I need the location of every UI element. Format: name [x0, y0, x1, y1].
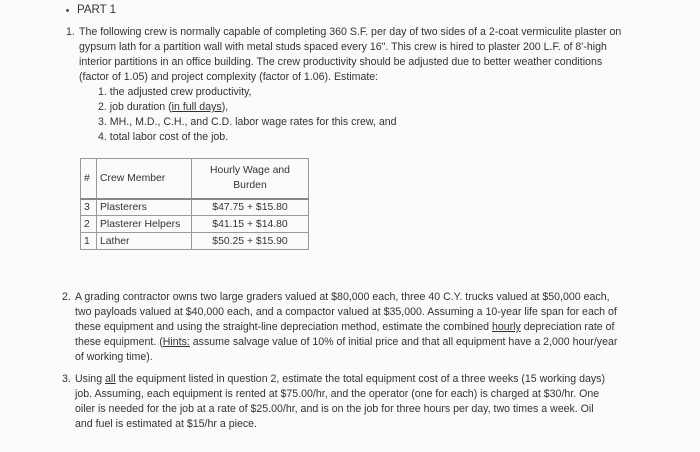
q1-task-2-post: ), — [221, 101, 229, 113]
q2-line-1: A grading contractor owns two large graders valued at $80,000 each, three 40 C.Y. trucks valued at $50,000 each, — [75, 291, 610, 303]
question-2 — [62, 290, 642, 365]
q2-line-4-post: assume salvage value of 10% of initial price and that all equipment have a 2,000 hour/year — [189, 336, 618, 348]
question-3-number: 3. — [62, 373, 71, 385]
row-number: 1 — [81, 233, 97, 250]
header-hourly-wage — [192, 159, 309, 199]
crew-table — [80, 158, 309, 250]
q1-task-4 — [98, 130, 626, 145]
q1-task-1-text: 1. the adjusted crew productivity, — [98, 86, 252, 98]
q3-line-4: and fuel is estimated at $15/hr a piece. — [75, 418, 257, 430]
question-2-number: 2. — [62, 291, 71, 303]
question-1-number: 1. — [66, 26, 75, 38]
q1-task-3-text: 3. MH., M.D., C.H., and C.D. labor wage rates for this crew, and — [98, 116, 397, 128]
q3-line-1-post: the equipment listed in question 2, estimate the total equipment cost of a three weeks (15 working days) — [115, 373, 605, 385]
row-member: Plasterer Helpers — [97, 216, 192, 233]
q2-line-3 — [75, 320, 642, 335]
q2-line-4 — [75, 335, 642, 350]
table-row — [81, 216, 309, 233]
row-wage: $41.15 + $14.80 — [192, 216, 309, 233]
q3-line-1-pre: Using — [75, 373, 106, 385]
q3-line-2: job. Assuming, each equipment is rented at $75.00/hr, and the operator (one for each) is charged at $30/hr. One — [75, 388, 600, 400]
q2-line-3-pre: these equipment and using the straight-line depreciation method, estimate the combined — [75, 321, 492, 333]
q2-line-4-underlined: Hints: — [162, 336, 190, 348]
q1-task-4-text: 4. total labor cost of the job. — [98, 131, 229, 143]
q3-line-1 — [75, 372, 642, 387]
q2-line-4-pre: these equipment. ( — [75, 336, 163, 348]
header-number: # — [81, 159, 97, 199]
header-wage-line-2: Burden — [233, 180, 267, 192]
bullet-icon — [66, 9, 69, 12]
q1-line-4: (factor of 1.05) and project complexity (factor of 1.06). Estimate: — [79, 71, 379, 83]
row-member: Plasterers — [97, 199, 192, 216]
q1-task-1 — [98, 85, 626, 100]
header-crew-member: Crew Member — [97, 159, 192, 199]
q2-line-3-post: depreciation rate of — [520, 321, 615, 333]
crew-table-header — [81, 159, 309, 199]
q2-line-2: two payloads valued at $40,000 each, and a compactor valued at $35,000. Assuming a 10-year life span for each of — [75, 306, 617, 318]
q1-line-1: The following crew is normally capable of completing 360 S.F. per day of two sides of a 2-coat vermiculite plaster on — [79, 26, 622, 38]
row-wage: $47.75 + $15.80 — [192, 199, 309, 216]
q1-task-3 — [98, 115, 626, 130]
q3-line-1-underlined: all — [105, 373, 116, 385]
table-row — [81, 233, 309, 250]
question-3 — [62, 372, 642, 432]
row-number: 2 — [81, 216, 97, 233]
header-wage-line-1: Hourly Wage and — [210, 165, 290, 177]
row-member: Lather — [97, 233, 192, 250]
question-1 — [66, 25, 626, 145]
table-row — [81, 199, 309, 216]
row-wage: $50.25 + $15.90 — [192, 233, 309, 250]
q3-line-3: oiler is needed for the job at a rate of $25.00/hr, and is on the job for three hours per day, two times a week. Oil — [75, 403, 594, 415]
part-title-text: PART 1 — [77, 4, 116, 16]
q1-task-2 — [98, 100, 626, 115]
q1-line-3: interior partitions in an office building. The crew productivity should be adjusted due to better weather conditions — [79, 56, 603, 68]
q1-line-2: gypsum lath for a partition wall with metal studs spaced every 16". This crew is hired to plaster 200 L.F. of 8'-high — [79, 41, 607, 53]
row-number: 3 — [81, 199, 97, 216]
part-heading — [66, 4, 116, 16]
q2-line-5: of working time). — [75, 351, 153, 363]
q1-task-list — [98, 85, 626, 145]
q2-line-3-underlined: hourly — [491, 321, 521, 333]
q1-task-2-pre: 2. job duration ( — [98, 101, 172, 113]
q1-task-2-underlined: in full days — [171, 101, 222, 113]
